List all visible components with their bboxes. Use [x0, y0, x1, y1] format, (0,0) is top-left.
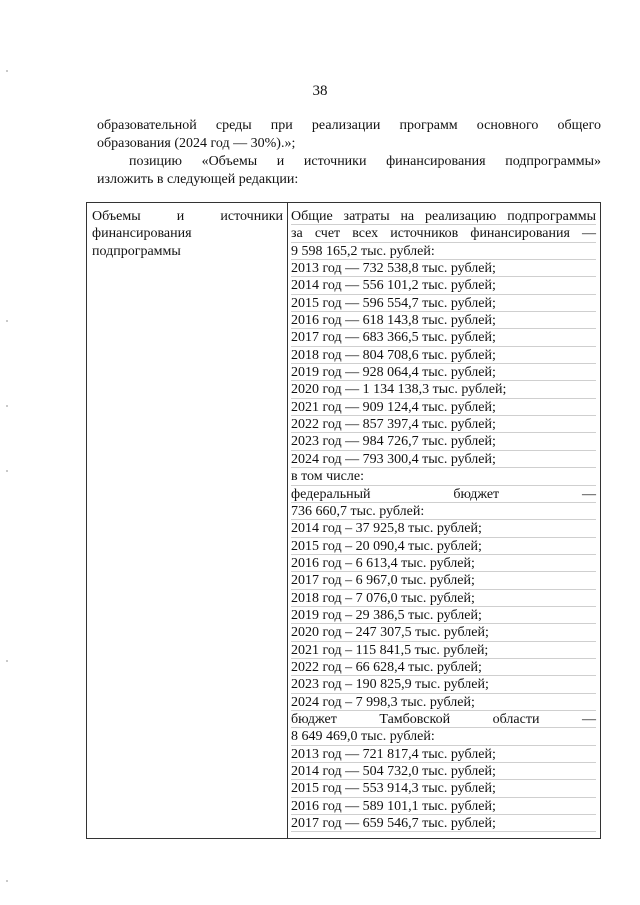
table-value-line: 2024 год – 7 998,3 тыс. рублей; — [291, 694, 596, 711]
table-value-line: бюджет Тамбовской области — — [291, 711, 596, 727]
margin-mark — [6, 880, 8, 882]
table-label-cell — [87, 203, 288, 838]
table-value-line: 2022 год – 66 628,4 тыс. рублей; — [291, 659, 596, 676]
intro-line: образовательной среды при реализации программ основного общего — [97, 118, 601, 133]
table-value-line: в том числе: — [291, 468, 596, 485]
table-value-line: 2017 год – 6 967,0 тыс. рублей; — [291, 572, 596, 589]
table-value-line: 2014 год — 504 732,0 тыс. рублей; — [291, 763, 596, 780]
table-value-line: 2022 год — 857 397,4 тыс. рублей; — [291, 416, 596, 433]
page-number: 38 — [312, 83, 328, 99]
table-value-line: 2021 год – 115 841,5 тыс. рублей; — [291, 642, 596, 659]
table-value-line: 2015 год — 553 914,3 тыс. рублей; — [291, 780, 596, 797]
table-value-line: 2017 год — 659 546,7 тыс. рублей; — [291, 815, 596, 832]
table-value-line: 2014 год – 37 925,8 тыс. рублей; — [291, 520, 596, 537]
table-label-line: финансирования — [92, 226, 192, 242]
table-value-line: 2017 год — 683 366,5 тыс. рублей; — [291, 329, 596, 346]
table-value-line: 8 649 469,0 тыс. рублей: — [291, 728, 596, 745]
table-value-line: 736 660,7 тыс. рублей: — [291, 503, 596, 520]
margin-mark — [6, 660, 8, 662]
table-value-line: 2016 год – 6 613,4 тыс. рублей; — [291, 555, 596, 572]
table-value-cell — [288, 203, 600, 838]
table-value-line: 2019 год – 29 386,5 тыс. рублей; — [291, 607, 596, 624]
table-label-line: подпрограммы — [92, 243, 181, 259]
table-value-line: 9 598 165,2 тыс. рублей: — [291, 243, 596, 260]
table-value-line: 2021 год — 909 124,4 тыс. рублей; — [291, 399, 596, 416]
table-value-line: 2023 год — 984 726,7 тыс. рублей; — [291, 433, 596, 450]
table-value-line: 2018 год — 804 708,6 тыс. рублей; — [291, 347, 596, 364]
intro-line: изложить в следующей редакции: — [97, 172, 299, 187]
table-value-line: 2020 год — 1 134 138,3 тыс. рублей; — [291, 381, 596, 398]
table-value-line: 2016 год — 589 101,1 тыс. рублей; — [291, 798, 596, 815]
table-value-line: 2015 год — 596 554,7 тыс. рублей; — [291, 295, 596, 312]
table-value-line: 2014 год — 556 101,2 тыс. рублей; — [291, 277, 596, 294]
table-value-line: 2016 год — 618 143,8 тыс. рублей; — [291, 312, 596, 329]
intro-line: позицию «Объемы и источники финансирования подпрограммы» — [129, 154, 601, 169]
table-value-line: 2018 год – 7 076,0 тыс. рублей; — [291, 590, 596, 607]
intro-text — [97, 117, 601, 189]
table-value-line: федеральный бюджет — — [291, 486, 596, 502]
table-value-line: 2024 год — 793 300,4 тыс. рублей; — [291, 451, 596, 468]
financing-table — [86, 202, 601, 839]
table-label-line: Объемы и источники — [92, 209, 283, 224]
table-value-line: за счет всех источников финансирования — — [291, 226, 596, 242]
margin-mark — [6, 70, 8, 72]
table-value-line: 2013 год — 732 538,8 тыс. рублей; — [291, 260, 596, 277]
table-value-line: 2013 год — 721 817,4 тыс. рублей; — [291, 746, 596, 763]
table-value-line: 2019 год — 928 064,4 тыс. рублей; — [291, 364, 596, 381]
table-value-line: 2015 год – 20 090,4 тыс. рублей; — [291, 538, 596, 555]
margin-mark — [6, 405, 8, 407]
table-value-line: Общие затраты на реализацию подпрограммы — [291, 209, 596, 224]
table-value-line: 2020 год – 247 307,5 тыс. рублей; — [291, 624, 596, 641]
margin-mark — [6, 320, 8, 322]
intro-line: образования (2024 год — 30%).»; — [97, 136, 296, 151]
margin-mark — [6, 470, 8, 472]
table-value-line: 2023 год – 190 825,9 тыс. рублей; — [291, 676, 596, 693]
